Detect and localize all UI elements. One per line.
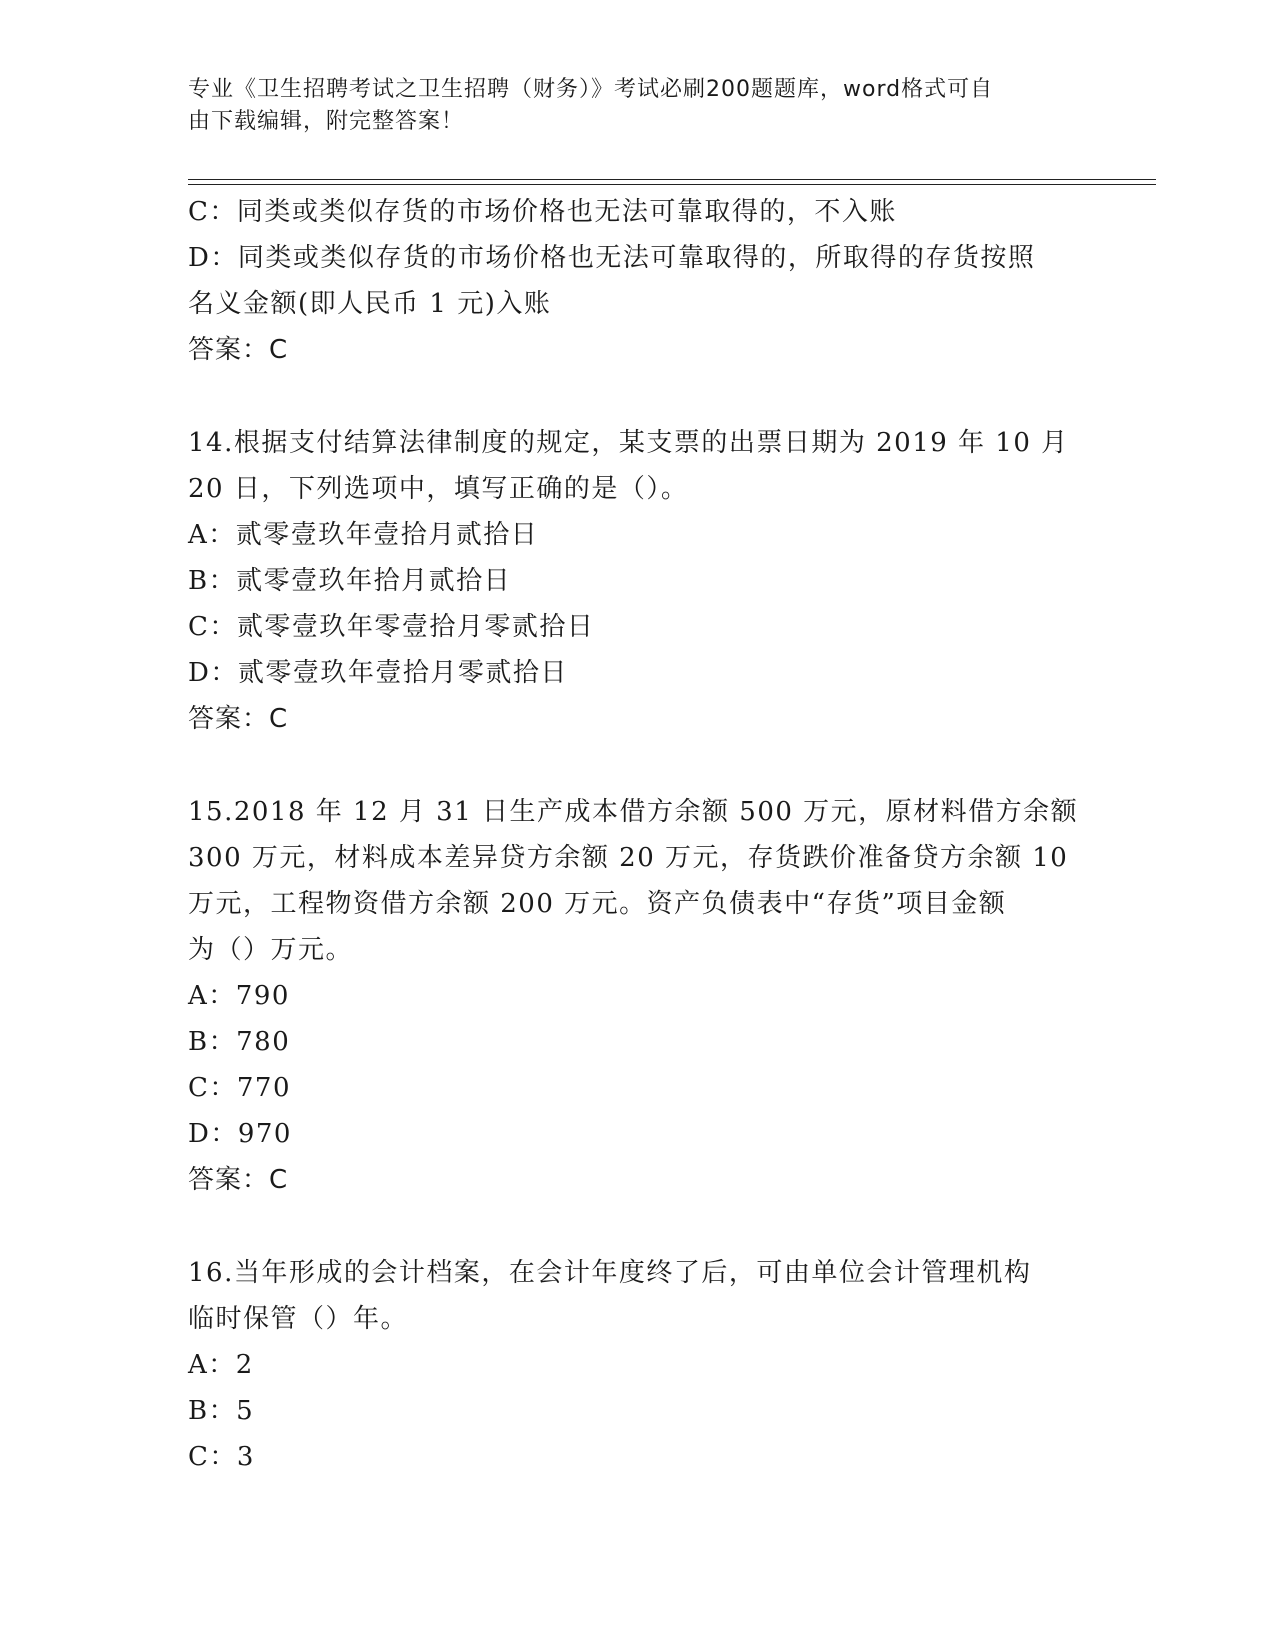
option-c: C：同类或类似存货的市场价格也无法可靠取得的，不入账: [188, 197, 897, 227]
document-header: [188, 74, 1068, 138]
document-body: [188, 189, 1088, 1480]
option-a: A：贰零壹玖年壹拾月贰拾日: [188, 520, 539, 550]
option-a: A：2: [188, 1350, 254, 1380]
question-stem-line-2: 临时保管（）年。: [188, 1304, 409, 1334]
question-stem-line-1: 14.根据支付结算法律制度的规定，某支票的出票日期为 2019 年 10 月: [188, 428, 1069, 458]
option-d-line-1: D：同类或类似存货的市场价格也无法可靠取得的，所取得的存货按照: [188, 243, 1036, 273]
header-divider-top: [188, 179, 1156, 180]
header-divider-bottom: [188, 184, 1156, 185]
answer: 答案：C: [188, 1165, 289, 1195]
answer: 答案：C: [188, 335, 289, 365]
header-line-2: 由下载编辑，附完整答案！: [188, 109, 465, 134]
option-c: C：3: [188, 1442, 255, 1472]
option-d-line-2: 名义金额(即人民币 1 元)入账: [188, 289, 552, 319]
option-b: B：5: [188, 1396, 255, 1426]
question-13-tail: [188, 189, 1088, 373]
option-c: C：贰零壹玖年零壹拾月零贰拾日: [188, 612, 595, 642]
question-stem-line-2: 20 日，下列选项中，填写正确的是（）。: [188, 474, 689, 504]
question-stem-line-1: 16.当年形成的会计档案，在会计年度终了后，可由单位会计管理机构: [188, 1258, 1032, 1288]
question-14: [188, 420, 1088, 742]
question-15: [188, 789, 1088, 1203]
answer: 答案：C: [188, 704, 289, 734]
option-d: D：970: [188, 1119, 292, 1149]
question-stem-line-2: 300 万元，材料成本差异贷方余额 20 万元，存货跌价准备贷方余额 10: [188, 843, 1069, 873]
option-b: B：贰零壹玖年拾月贰拾日: [188, 566, 512, 596]
option-a: A：790: [188, 981, 290, 1011]
question-stem-line-1: 15.2018 年 12 月 31 日生产成本借方余额 500 万元，原材料借方余额: [188, 797, 1079, 827]
option-d: D：贰零壹玖年壹拾月零贰拾日: [188, 658, 568, 688]
question-stem-line-4: 为（）万元。: [188, 935, 354, 965]
option-c: C：770: [188, 1073, 292, 1103]
header-line-1: 专业《卫生招聘考试之卫生招聘（财务）》考试必刷200题题库，word格式可自: [188, 77, 994, 102]
option-b: B：780: [188, 1027, 291, 1057]
question-stem-line-3: 万元，工程物资借方余额 200 万元。资产负债表中“存货”项目金额: [188, 889, 1007, 919]
question-16: [188, 1250, 1088, 1480]
